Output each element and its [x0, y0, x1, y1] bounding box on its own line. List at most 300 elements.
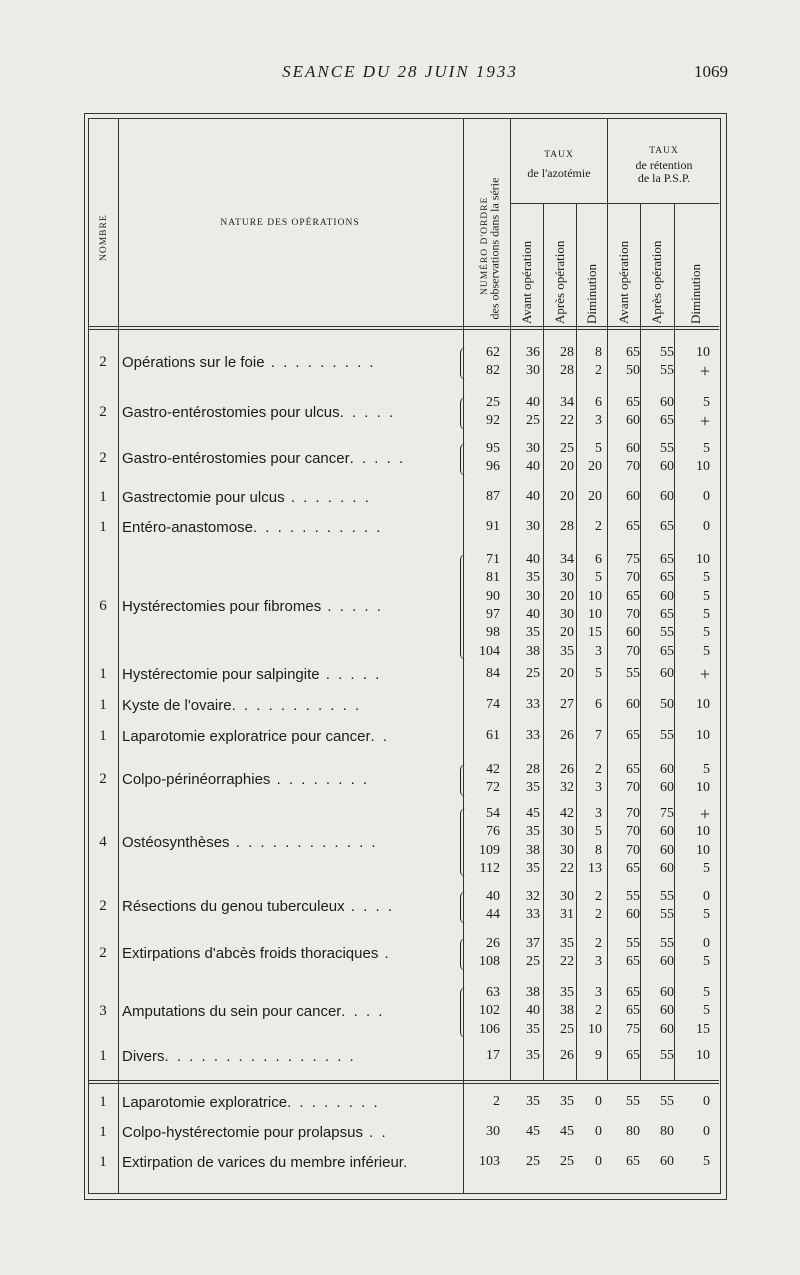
count-cell: 2 — [99, 450, 107, 467]
azot-avant-cell: 36 — [526, 345, 540, 360]
order-cell: 2 — [493, 1094, 500, 1109]
ret-apres-cell: 65 — [660, 552, 674, 567]
groups-group — [88, 936, 719, 973]
azot-avant-cell: 40 — [526, 459, 540, 475]
order-cell: 62 — [486, 345, 500, 360]
azot-apres-cell: 20 — [560, 489, 574, 504]
order-cell: 63 — [486, 985, 500, 1000]
order-cell: 82 — [486, 363, 500, 379]
ret-apres-cell: 60 — [660, 1021, 674, 1037]
leader-dots: . . — [370, 728, 389, 746]
ret-apres-cell: 60 — [660, 985, 674, 1000]
ret-dim-cell: 10 — [696, 345, 710, 360]
operation-name: Opérations sur le foie — [122, 354, 265, 372]
azot-apres-cell: 26 — [560, 1048, 574, 1063]
azot-avant-cell: 40 — [526, 606, 540, 622]
operation-label — [122, 598, 462, 615]
ret-dim-cell: 0 — [703, 889, 710, 904]
ret-apres-cell: 65 — [660, 413, 674, 429]
azot-apres-cell: 20 — [560, 625, 574, 641]
leader-dots: . . . . — [344, 898, 394, 916]
ret-avant-cell: 65 — [626, 860, 640, 876]
ret-apres-cell: 60 — [660, 780, 674, 796]
azot-avant-cell: 45 — [526, 806, 540, 821]
azot-dim-cell: 3 — [595, 985, 602, 1000]
azot-avant-cell: 35 — [526, 824, 540, 840]
order-cell: 81 — [486, 570, 500, 586]
ret-dim-cell: 5 — [703, 1154, 710, 1169]
ret-dim-cell: + — [699, 361, 710, 382]
azot-dim-cell: 0 — [595, 1124, 602, 1139]
azot-dim-cell: 2 — [595, 519, 602, 534]
order-cell: 102 — [479, 1003, 500, 1019]
groups-group — [88, 345, 719, 382]
col-header-ret-apres: Après opération — [649, 240, 664, 324]
azot-dim-cell: 3 — [595, 643, 602, 659]
operation-label — [122, 1124, 462, 1141]
ret-apres-cell: 60 — [660, 824, 674, 840]
order-cell: 112 — [479, 860, 500, 876]
order-cell: 84 — [486, 666, 500, 681]
ret-dim-cell: 0 — [703, 519, 710, 534]
ret-dim-cell: 15 — [696, 1021, 710, 1037]
operation-name: Extirpations d'abcès froids thoraciques — [122, 945, 379, 963]
groups-group — [88, 762, 719, 799]
ret-apres-cell: 55 — [660, 907, 674, 923]
azot-apres-cell: 22 — [560, 413, 574, 429]
ret-apres-cell: 55 — [660, 728, 674, 743]
azot-dim-cell: 0 — [595, 1154, 602, 1169]
azot-avant-cell: 30 — [526, 519, 540, 534]
footer-rule — [88, 1080, 719, 1081]
ret-avant-cell: 70 — [626, 842, 640, 858]
groups-group — [88, 985, 719, 1040]
ret-avant-cell: 60 — [626, 489, 640, 504]
leader-dots: . . . . . . . — [284, 489, 371, 507]
azot-apres-cell: 20 — [560, 459, 574, 475]
azot-dim-cell: 0 — [595, 1094, 602, 1109]
count-cell: 1 — [99, 519, 107, 536]
azot-dim-cell: 6 — [595, 697, 602, 712]
azot-apres-cell: 45 — [560, 1124, 574, 1139]
ret-apres-cell: 60 — [660, 860, 674, 876]
ret-apres-cell: 55 — [660, 363, 674, 379]
ret-avant-cell: 75 — [626, 552, 640, 567]
ret-avant-cell: 70 — [626, 459, 640, 475]
count-cell: 3 — [99, 1003, 107, 1020]
ret-avant-cell: 70 — [626, 824, 640, 840]
order-cell: 90 — [486, 588, 500, 604]
ret-dim-cell: 5 — [703, 907, 710, 923]
operation-name: Divers — [122, 1048, 165, 1066]
ret-avant-cell: 65 — [626, 588, 640, 604]
count-cell: 1 — [99, 697, 107, 714]
col-header-ordre-2: des observations dans la série — [487, 177, 502, 320]
ret-dim-cell: 5 — [703, 1003, 710, 1019]
azot-dim-cell: 6 — [595, 395, 602, 410]
azot-apres-cell: 35 — [560, 936, 574, 951]
ret-avant-cell: 65 — [626, 1154, 640, 1169]
leader-dots: . . . . . . . . . . . . — [229, 833, 378, 851]
azot-dim-cell: 8 — [595, 345, 602, 360]
order-cell: 54 — [486, 806, 500, 821]
ret-apres-cell: 55 — [660, 889, 674, 904]
azot-apres-cell: 30 — [560, 606, 574, 622]
groups-group — [88, 697, 719, 715]
ret-avant-cell: 65 — [626, 345, 640, 360]
ret-apres-cell: 60 — [660, 588, 674, 604]
azot-avant-cell: 35 — [526, 1021, 540, 1037]
col-header-azot-2: de l'azotémie — [527, 166, 591, 180]
ret-avant-cell: 65 — [626, 395, 640, 410]
azot-avant-cell: 25 — [526, 666, 540, 681]
ret-apres-cell: 65 — [660, 570, 674, 586]
azot-avant-cell: 38 — [526, 842, 540, 858]
ret-avant-cell: 65 — [626, 762, 640, 777]
order-cell: 61 — [486, 728, 500, 743]
ret-avant-cell: 60 — [626, 907, 640, 923]
azot-dim-cell: 10 — [588, 588, 602, 604]
ret-apres-cell: 55 — [660, 345, 674, 360]
ret-apres-cell: 55 — [660, 936, 674, 951]
ret-dim-cell: 5 — [703, 954, 710, 970]
ret-dim-cell: 5 — [703, 395, 710, 410]
azot-avant-cell: 40 — [526, 552, 540, 567]
azot-dim-cell: 3 — [595, 780, 602, 796]
ret-dim-cell: 5 — [703, 606, 710, 622]
ret-apres-cell: 60 — [660, 762, 674, 777]
ret-avant-cell: 65 — [626, 985, 640, 1000]
ret-dim-cell: 5 — [703, 860, 710, 876]
operation-label — [122, 728, 462, 745]
leader-dots: . . . . . . . . . . . — [252, 519, 383, 537]
operation-label — [122, 519, 462, 536]
azot-apres-cell: 35 — [560, 985, 574, 1000]
groups-group — [88, 806, 719, 879]
groups-group — [88, 666, 719, 684]
azot-dim-cell: 7 — [595, 728, 602, 743]
operation-label — [122, 898, 462, 915]
ret-apres-cell: 65 — [660, 519, 674, 534]
ret-avant-cell: 60 — [626, 625, 640, 641]
azot-apres-cell: 38 — [560, 1003, 574, 1019]
ret-avant-cell: 70 — [626, 570, 640, 586]
ret-dim-cell: + — [699, 411, 710, 432]
col-header-ordre-1: NUMÉRO D'ORDRE — [480, 196, 490, 295]
azot-avant-cell: 33 — [526, 697, 540, 712]
operation-name: Entéro-anastomose — [122, 519, 253, 537]
azot-avant-cell: 30 — [526, 588, 540, 604]
ret-dim-cell: 10 — [696, 728, 710, 743]
ret-avant-cell: 65 — [626, 1048, 640, 1063]
count-cell: 1 — [99, 1154, 107, 1171]
col-header-azot-avant: Avant opération — [519, 240, 534, 324]
operation-label — [122, 354, 462, 371]
order-cell: 109 — [479, 842, 500, 858]
azot-dim-cell: 10 — [588, 1021, 602, 1037]
col-header-nombre: NOMBRE — [99, 214, 109, 261]
azot-avant-cell: 38 — [526, 643, 540, 659]
ret-apres-cell: 80 — [660, 1124, 674, 1139]
operation-label — [122, 666, 462, 683]
azot-dim-cell: 6 — [595, 552, 602, 567]
azot-apres-cell: 26 — [560, 728, 574, 743]
operation-name: Colpo-périnéorraphies — [122, 771, 271, 789]
ret-dim-cell: 10 — [696, 459, 710, 475]
order-cell: 91 — [486, 519, 500, 534]
azot-avant-cell: 40 — [526, 395, 540, 410]
ret-apres-cell: 50 — [660, 697, 674, 712]
leader-dots: . . . . . — [349, 450, 406, 468]
col-header-ret-avant: Avant opération — [616, 240, 631, 324]
col-header-ret-3: de la P.S.P. — [637, 171, 691, 185]
ret-apres-cell: 55 — [660, 625, 674, 641]
count-cell: 2 — [99, 354, 107, 371]
ret-apres-cell: 55 — [660, 1094, 674, 1109]
operation-name: Hystérectomie pour salpingite — [122, 666, 320, 684]
ret-avant-cell: 55 — [626, 1094, 640, 1109]
ret-dim-cell: + — [699, 664, 710, 684]
leader-dots: . . . . . . . . . — [264, 354, 376, 372]
azot-dim-cell: 10 — [588, 606, 602, 622]
operation-label — [122, 1154, 462, 1171]
count-cell: 2 — [99, 898, 107, 915]
col-header-ret-1: TAUX — [649, 146, 679, 156]
azot-avant-cell: 37 — [526, 936, 540, 951]
azot-dim-cell: 5 — [595, 441, 602, 456]
ret-apres-cell: 55 — [660, 1048, 674, 1063]
order-cell: 104 — [479, 643, 500, 659]
operation-name: Hystérectomies pour fibromes — [122, 597, 322, 615]
groups-group — [88, 1048, 719, 1066]
ret-apres-cell: 60 — [660, 666, 674, 681]
ret-apres-cell: 60 — [660, 395, 674, 410]
order-cell: 74 — [486, 697, 500, 712]
azot-avant-cell: 33 — [526, 907, 540, 923]
azot-dim-cell: 2 — [595, 936, 602, 951]
azot-dim-cell: 3 — [595, 806, 602, 821]
count-cell: 1 — [99, 728, 107, 745]
leader-dots: . . . . . . . . . . . — [231, 697, 362, 715]
ret-dim-cell: 10 — [696, 842, 710, 858]
azot-avant-cell: 35 — [526, 780, 540, 796]
azot-apres-cell: 34 — [560, 395, 574, 410]
ret-avant-cell: 65 — [626, 519, 640, 534]
count-cell: 1 — [99, 1048, 107, 1065]
groups-group — [88, 889, 719, 926]
leader-dots: . — [378, 945, 391, 963]
order-cell: 76 — [486, 824, 500, 840]
azot-avant-cell: 35 — [526, 1048, 540, 1063]
ret-dim-cell: + — [699, 804, 710, 824]
header-rule — [88, 326, 719, 327]
azot-apres-cell: 26 — [560, 762, 574, 777]
leader-dots: . . . . . . . . — [287, 1094, 380, 1112]
azot-dim-cell: 5 — [595, 824, 602, 840]
leader-dots: . . . . . — [319, 666, 382, 684]
operation-name: Gastrectomie pour ulcus — [122, 489, 285, 507]
azot-dim-cell: 2 — [595, 889, 602, 904]
operation-name: Laparotomie exploratrice — [122, 1094, 288, 1112]
azot-apres-cell: 30 — [560, 889, 574, 904]
operation-name: Kyste de l'ovaire — [122, 697, 232, 715]
azot-avant-cell: 35 — [526, 1094, 540, 1109]
ret-avant-cell: 55 — [626, 936, 640, 951]
azot-apres-cell: 20 — [560, 666, 574, 681]
ret-apres-cell: 60 — [660, 459, 674, 475]
order-cell: 71 — [486, 552, 500, 567]
ret-dim-cell: 0 — [703, 489, 710, 504]
azot-dim-cell: 2 — [595, 907, 602, 923]
ret-avant-cell: 70 — [626, 780, 640, 796]
leader-dots: . . . . . . . . . . . . . . . . — [164, 1048, 356, 1066]
groups-group — [88, 395, 719, 432]
operation-name: Laparotomie exploratrice pour cancer — [122, 728, 371, 746]
ret-apres-cell: 60 — [660, 842, 674, 858]
groups-group — [88, 489, 719, 507]
ret-apres-cell: 65 — [660, 643, 674, 659]
ret-apres-cell: 55 — [660, 441, 674, 456]
count-cell: 2 — [99, 945, 107, 962]
order-cell: 87 — [486, 489, 500, 504]
operation-label — [122, 489, 462, 506]
operation-label — [122, 945, 462, 962]
leader-dots: . . . . . . . . — [270, 771, 370, 789]
azot-dim-cell: 15 — [588, 625, 602, 641]
ret-apres-cell: 75 — [660, 806, 674, 821]
azot-apres-cell: 27 — [560, 697, 574, 712]
count-cell: 1 — [99, 1124, 107, 1141]
ret-avant-cell: 60 — [626, 413, 640, 429]
order-cell: 26 — [486, 936, 500, 951]
azot-avant-cell: 25 — [526, 954, 540, 970]
azot-apres-cell: 22 — [560, 954, 574, 970]
azot-apres-cell: 28 — [560, 519, 574, 534]
ret-avant-cell: 65 — [626, 1003, 640, 1019]
count-cell: 6 — [99, 597, 107, 614]
count-cell: 2 — [99, 771, 107, 788]
azot-dim-cell: 13 — [588, 860, 602, 876]
azot-avant-cell: 30 — [526, 441, 540, 456]
azot-apres-cell: 30 — [560, 824, 574, 840]
order-cell: 42 — [486, 762, 500, 777]
footer-rule-double — [88, 1083, 719, 1084]
azot-apres-cell: 20 — [560, 588, 574, 604]
count-cell: 4 — [99, 833, 107, 850]
ret-avant-cell: 50 — [626, 363, 640, 379]
ret-avant-cell: 65 — [626, 728, 640, 743]
count-cell: 1 — [99, 489, 107, 506]
operation-name: Colpo-hystérectomie pour prolapsus — [122, 1124, 363, 1142]
leader-dots: . . . . . — [339, 404, 396, 422]
azot-dim-cell: 3 — [595, 413, 602, 429]
ret-avant-cell: 65 — [626, 954, 640, 970]
azot-avant-cell: 25 — [526, 1154, 540, 1169]
azot-dim-cell: 8 — [595, 842, 602, 858]
ret-dim-cell: 5 — [703, 985, 710, 1000]
col-header-ret-2: de rétention — [635, 158, 693, 172]
ret-avant-cell: 70 — [626, 643, 640, 659]
order-cell: 97 — [486, 606, 500, 622]
operation-label — [122, 834, 462, 851]
order-cell: 106 — [479, 1021, 500, 1037]
azot-dim-cell: 2 — [595, 1003, 602, 1019]
ret-avant-cell: 70 — [626, 806, 640, 821]
page-number: 1069 — [694, 62, 728, 81]
order-cell: 72 — [486, 780, 500, 796]
azot-apres-cell: 32 — [560, 780, 574, 796]
ret-apres-cell: 60 — [660, 1154, 674, 1169]
azot-dim-cell: 2 — [595, 363, 602, 379]
azot-avant-cell: 40 — [526, 1003, 540, 1019]
azot-avant-cell: 38 — [526, 985, 540, 1000]
azot-avant-cell: 30 — [526, 363, 540, 379]
order-cell: 17 — [486, 1048, 500, 1063]
order-cell: 103 — [479, 1154, 500, 1169]
order-cell: 98 — [486, 625, 500, 641]
order-cell: 96 — [486, 459, 500, 475]
ret-dim-cell: 10 — [696, 697, 710, 712]
running-head — [0, 62, 800, 86]
count-cell: 1 — [99, 1094, 107, 1111]
leader-dots: . . . . . — [321, 597, 383, 615]
order-cell: 30 — [486, 1124, 500, 1139]
col-header-ret-dim: Diminution — [688, 264, 703, 324]
ret-dim-cell: 10 — [696, 780, 710, 796]
azot-apres-cell: 42 — [560, 806, 574, 821]
ret-dim-cell: 10 — [696, 1048, 710, 1063]
azot-dim-cell: 2 — [595, 762, 602, 777]
order-cell: 108 — [479, 954, 500, 970]
operation-name: Amputations du sein pour cancer — [122, 1003, 342, 1021]
ret-dim-cell: 5 — [703, 588, 710, 604]
groups-group — [88, 519, 719, 537]
ret-dim-cell: 5 — [703, 441, 710, 456]
azot-dim-cell: 3 — [595, 954, 602, 970]
azot-apres-cell: 25 — [560, 441, 574, 456]
azot-apres-cell: 31 — [560, 907, 574, 923]
groups-group — [88, 441, 719, 478]
count-cell: 2 — [99, 404, 107, 421]
ret-dim-cell: 5 — [703, 570, 710, 586]
col-header-azot-1: TAUX — [544, 150, 574, 160]
leader-dots: . . — [362, 1124, 388, 1142]
footer_groups-group — [88, 1154, 719, 1172]
ret-avant-cell: 75 — [626, 1021, 640, 1037]
azot-avant-cell: 32 — [526, 889, 540, 904]
count-cell: 1 — [99, 666, 107, 683]
ret-apres-cell: 60 — [660, 1003, 674, 1019]
operation-name: Résections du genou tuberculeux — [122, 898, 345, 916]
operation-name: Gastro-entérostomies pour ulcus — [122, 404, 340, 422]
operation-label — [122, 1094, 462, 1111]
operation-label — [122, 450, 462, 467]
azot-avant-cell: 40 — [526, 489, 540, 504]
azot-apres-cell: 30 — [560, 842, 574, 858]
azot-avant-cell: 35 — [526, 860, 540, 876]
ret-dim-cell: 10 — [696, 552, 710, 567]
ret-dim-cell: 5 — [703, 625, 710, 641]
azot-avant-cell: 33 — [526, 728, 540, 743]
ret-avant-cell: 60 — [626, 441, 640, 456]
azot-dim-cell: 20 — [588, 489, 602, 504]
col-header-azot-apres: Après opération — [552, 240, 567, 324]
operation-name: Ostéosynthèses — [122, 833, 230, 851]
ret-dim-cell: 0 — [703, 1094, 710, 1109]
leader-dots: . . . . — [341, 1003, 385, 1021]
ret-apres-cell: 60 — [660, 489, 674, 504]
footer_groups-group — [88, 1124, 719, 1142]
